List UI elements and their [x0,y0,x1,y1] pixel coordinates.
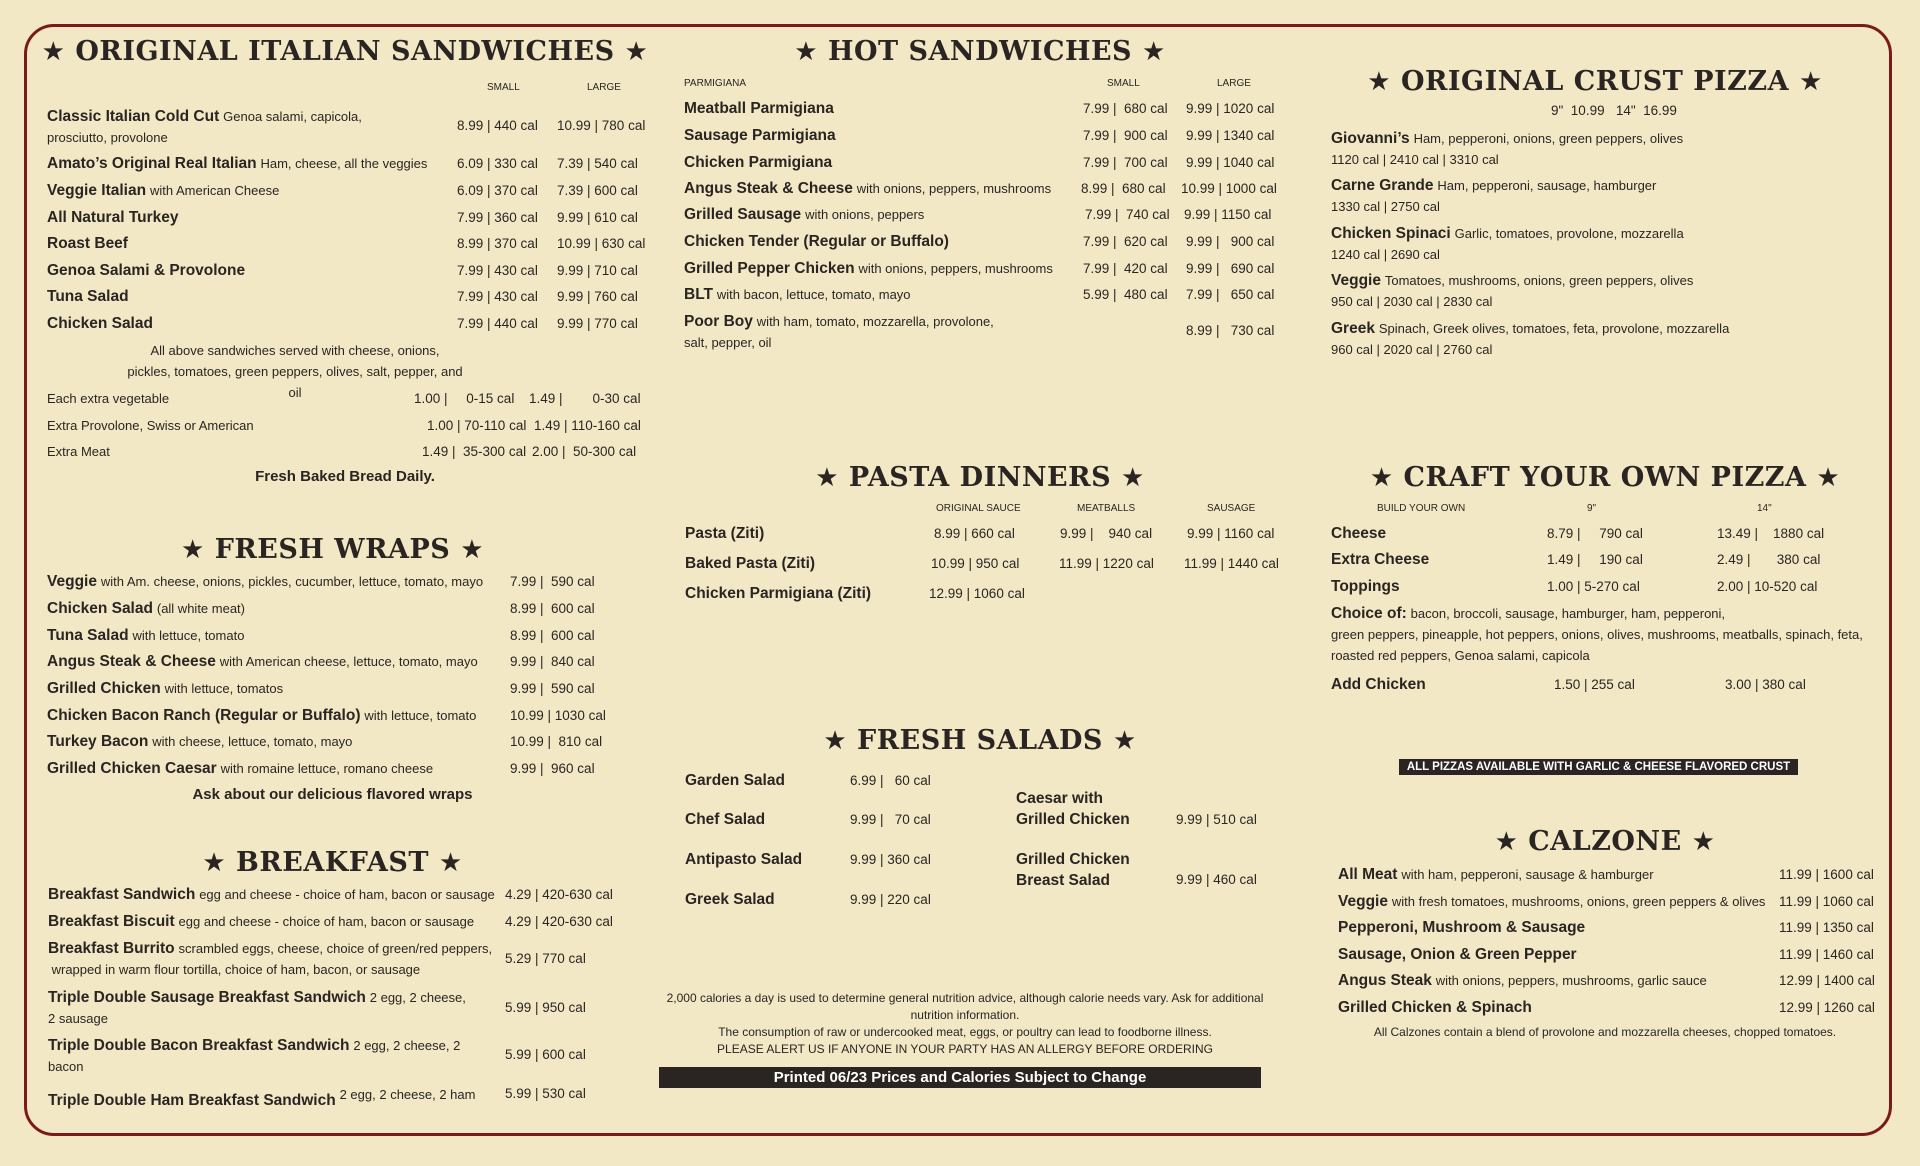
price-small: 7.99 | 360 cal [457,210,538,225]
price: 9.99 | 70 cal [850,812,931,827]
menu-item: Chicken Parmigiana [684,154,833,171]
price-small: 7.99 | 620 cal [1083,234,1168,249]
price-large: 7.99 | 650 cal [1186,287,1275,302]
price-14: 2.00 | 10-520 cal [1717,579,1818,594]
price-large: 8.99 | 730 cal [1186,323,1275,338]
menu-item: Roast Beef [47,235,128,252]
menu-item: Grilled Chicken with lettuce, tomatos [47,680,284,697]
price-14: 13.49 | 1880 cal [1717,526,1825,541]
price-large: 9.99 | 1340 cal [1186,128,1275,143]
garlic-crust-bar: ALL PIZZAS AVAILABLE WITH GARLIC & CHEESE FLAVORED CRUST [1399,759,1798,775]
salad-item: Garden Salad [685,772,785,789]
topping-item: Extra Cheese [1331,551,1430,568]
price-meatballs: 9.99 | 940 cal [1060,526,1153,541]
price-small: 7.99 | 420 cal [1083,261,1168,276]
topping-item: Toppings [1331,578,1400,595]
star-icon: ★ [823,726,848,756]
calzone-section [1320,826,1890,1046]
menu-item: Turkey Bacon with cheese, lettuce, tomato, mayo [47,733,353,750]
price-small: 6.09 | 330 cal [457,156,538,171]
menu-item: Triple Double Ham Breakfast Sandwich 2 egg, 2 cheese, 2 ham [48,1087,476,1109]
price: 9.99 | 510 cal [1176,812,1257,827]
price: 5.99 | 950 cal [505,1000,586,1015]
price-large: 9.99 | 1040 cal [1186,155,1275,170]
col-large: LARGE [587,82,621,93]
price-small: 6.09 | 370 cal [457,183,538,198]
pizza-item: Greek Spinach, Greek olives, tomatoes, feta, provolone, mozzarella 960 cal | 2020 cal | 2760 cal [1331,320,1730,357]
price-small: 7.99 | 700 cal [1083,155,1168,170]
craft-section [1320,462,1890,782]
price-meatballs: 11.99 | 1220 cal [1059,556,1154,571]
price-small: 7.99 | 900 cal [1083,128,1168,143]
col-build-your-own: BUILD YOUR OWN [1377,503,1466,514]
price: 10.99 | 810 cal [510,734,603,749]
col-sausage: SAUSAGE [1207,503,1256,514]
extra-price-small: 1.00 | 0-15 cal [414,391,515,406]
price: 5.99 | 530 cal [505,1086,586,1101]
star-icon: ★ [1120,463,1145,493]
breakfast-section [40,847,650,1117]
menu-item: Meatball Parmigiana [684,100,834,117]
breakfast-title: ★ BREAKFAST ★ [202,847,463,878]
menu-item: Chicken Parmigiana (Ziti) [685,585,872,602]
price-9: 1.49 | 190 cal [1547,552,1643,567]
salad-item: Caesar with Grilled Chicken [1016,790,1130,828]
pasta-title: ★ PASTA DINNERS ★ [815,462,1145,493]
price: 8.99 | 600 cal [510,628,595,643]
calzone-item: Grilled Chicken & Spinach [1338,999,1532,1016]
price-original: 10.99 | 950 cal [931,556,1020,571]
col-large: LARGE [1217,78,1251,89]
price-large: 9.99 | 690 cal [1186,261,1275,276]
extra-price-small: 1.00 | 70-110 cal [427,418,527,433]
calzone-item: All Meat with ham, pepperoni, sausage & hamburger [1338,866,1654,883]
price: 9.99 | 220 cal [850,892,931,907]
price-small: 8.99 | 680 cal [1081,181,1166,196]
price-small: 7.99 | 430 cal [457,289,538,304]
crust-title: ★ ORIGINAL CRUST PIZZA ★ [1367,66,1823,97]
menu-item: Breakfast Biscuit egg and cheese - choice of ham, bacon or sausage [48,913,475,930]
price-small: 7.99 | 430 cal [457,263,538,278]
price: 8.99 | 600 cal [510,601,595,616]
menu-item: Classic Italian Cold Cut Genoa salami, capicola, prosciutto, provolone [47,108,362,145]
price-small: 5.99 | 480 cal [1083,287,1168,302]
menu-item: Chicken Tender (Regular or Buffalo) [684,233,949,250]
salad-item: Grilled Chicken Breast Salad [1016,851,1130,889]
price-small: 7.99 | 680 cal [1083,101,1168,116]
star-icon: ★ [438,848,463,878]
price-large: 9.99 | 900 cal [1186,234,1275,249]
menu-item: Baked Pasta (Ziti) [685,555,816,572]
menu-item: Amato’s Original Real Italian Ham, cheese, all the veggies [47,155,428,172]
menu-item: Tuna Salad with lettuce, tomato [47,627,245,644]
menu-item: Grilled Pepper Chicken with onions, peppers, mushrooms [684,260,1053,277]
price: 7.99 | 590 cal [510,574,595,589]
price-large: 9.99 | 610 cal [557,210,638,225]
price-14: 3.00 | 380 cal [1725,677,1806,692]
calzone-item: Veggie with fresh tomatoes, mushrooms, onions, green peppers & olives [1338,893,1766,910]
price: 12.99 | 1400 cal [1779,973,1875,988]
hot-title: ★ HOT SANDWICHES ★ [794,36,1166,67]
menu-item: Chicken Bacon Ranch (Regular or Buffalo) with lettuce, tomato [47,707,477,724]
pizza-item: Giovanni’s Ham, pepperoni, onions, green peppers, olives 1120 cal | 2410 cal | 3310 cal [1331,130,1684,167]
menu-item: Pasta (Ziti) [685,525,765,542]
menu-item: Triple Double Sausage Breakfast Sandwich 2 egg, 2 cheese, 2 sausage [48,989,466,1026]
col-small: SMALL [1107,78,1140,89]
col-small: SMALL [487,82,520,93]
calzone-item: Sausage, Onion & Green Pepper [1338,946,1577,963]
wraps-section [40,534,650,814]
pasta-section [680,462,1280,612]
price: 11.99 | 1600 cal [1779,867,1874,882]
price: 9.99 | 590 cal [510,681,595,696]
bread-note: Fresh Baked Bread Daily. [255,468,435,485]
col-9-inch: 9" [1587,503,1597,514]
star-icon: ★ [794,37,819,67]
price-large: 9.99 | 710 cal [557,263,638,278]
topping-choices: Choice of: bacon, broccoli, sausage, hamburger, ham, pepperoni, green peppers, pineapple, hot peppers, onions, olives, mushrooms, meatballs, spinach, feta, roasted red peppers, Genoa salami, capicola [1331,605,1863,663]
menu-item: Angus Steak & Cheese with onions, peppers, mushrooms [684,180,1052,197]
price: 4.29 | 420-630 cal [505,914,613,929]
price-9: 8.79 | 790 cal [1547,526,1643,541]
star-icon: ★ [1816,463,1841,493]
price: 5.29 | 770 cal [505,951,586,966]
italian-title: ★ ORIGINAL ITALIAN SANDWICHES ★ [41,36,649,67]
menu-item: Poor Boy with ham, tomato, mozzarella, provolone, salt, pepper, oil [684,313,994,350]
price-14: 2.49 | 380 cal [1717,552,1821,567]
star-icon: ★ [1691,827,1716,857]
calzone-item: Pepperoni, Mushroom & Sausage [1338,919,1586,936]
col-original-sauce: ORIGINAL SAUCE [936,503,1021,514]
star-icon: ★ [180,535,205,565]
wraps-note: Ask about our delicious flavored wraps [192,786,473,803]
col-parmigiana: PARMIGIANA [684,78,747,89]
extra-item: Extra Provolone, Swiss or American [47,418,254,433]
col-meatballs: MEATBALLS [1077,503,1136,514]
price: 11.99 | 1350 cal [1779,920,1874,935]
price-large: 7.39 | 600 cal [557,183,638,198]
star-icon: ★ [460,535,485,565]
crust-sizes: 9" 10.99 14" 16.99 [1551,103,1677,118]
pizza-item: Chicken Spinaci Garlic, tomatoes, provolone, mozzarella 1240 cal | 2690 cal [1331,225,1684,262]
price-large: 10.99 | 780 cal [557,118,646,133]
salad-item: Chef Salad [685,811,766,828]
pizza-item: Veggie Tomatoes, mushrooms, onions, green peppers, olives 950 cal | 2030 cal | 2830 cal [1331,272,1694,309]
menu-item: Angus Steak & Cheese with American cheese, lettuce, tomato, mayo [47,653,478,670]
extra-price-large: 1.49 | 0-30 cal [529,391,641,406]
extra-item: Extra Meat [47,444,110,459]
menu-item: Veggie Italian with American Cheese [47,182,280,199]
menu-item: Chicken Salad (all white meat) [47,600,245,617]
served-note: All above sandwiches served with cheese, onions, pickles, tomatoes, green peppers, olives, salt, pepper, and oil [127,343,463,400]
crust-section [1320,66,1890,366]
pizza-item: Carne Grande Ham, pepperoni, sausage, hamburger 1330 cal | 2750 cal [1331,177,1657,214]
price-small: 8.99 | 440 cal [457,118,538,133]
price: 5.99 | 600 cal [505,1047,586,1062]
hot-section [680,36,1280,366]
extra-price-large: 1.49 | 110-160 cal [534,418,641,433]
price-large: 9.99 | 770 cal [557,316,638,331]
star-icon: ★ [815,463,839,493]
extra-item: Each extra vegetable [47,391,170,406]
extra-price-small: 1.49 | 35-300 cal [422,444,527,459]
price: 10.99 | 1030 cal [510,708,606,723]
star-icon: ★ [1112,726,1137,756]
star-icon: ★ [202,848,227,878]
price: 11.99 | 1460 cal [1779,947,1874,962]
craft-title: ★ CRAFT YOUR OWN PIZZA ★ [1369,462,1841,493]
price: 9.99 | 460 cal [1176,872,1257,887]
salad-item: Antipasto Salad [685,851,803,868]
price: 4.29 | 420-630 cal [505,887,613,902]
price: 11.99 | 1060 cal [1779,894,1874,909]
wraps-title: ★ FRESH WRAPS ★ [180,534,485,565]
menu-item: Breakfast Sandwich egg and cheese - choice of ham, bacon or sausage [48,886,495,903]
price-large: 9.99 | 1020 cal [1186,101,1275,116]
price-large: 9.99 | 760 cal [557,289,638,304]
calzone-note: All Calzones contain a blend of provolone and mozzarella cheeses, chopped tomatoes. [1373,1025,1837,1039]
nutrition-note: 2,000 calories a day is used to determine general nutrition advice, although calorie needs vary. Ask for additional nutrition information. The consumption of raw or undercooked meat, eggs, or poultry can lead to foodborne illness. PLEASE ALERT US IF ANYONE IN YOUR PARTY HAS AN ALLERGY BEFORE ORDERING [666,991,1264,1056]
menu-item: Grilled Chicken Caesar with romaine lettuce, romano cheese [47,760,434,777]
calzone-title: ★ CALZONE ★ [1494,826,1716,857]
price: 6.99 | 60 cal [850,773,931,788]
salad-item: Greek Salad [685,891,775,908]
menu-item: Veggie with Am. cheese, onions, pickles, cucumber, lettuce, tomato, mayo [47,573,484,590]
extra-price-large: 2.00 | 50-300 cal [532,444,637,459]
topping-item: Cheese [1331,525,1387,542]
menu-item: Triple Double Bacon Breakfast Sandwich 2 egg, 2 cheese, 2 bacon [48,1037,461,1074]
star-icon: ★ [1494,827,1519,857]
price-large: 10.99 | 1000 cal [1181,181,1277,196]
price-original: 8.99 | 660 cal [934,526,1015,541]
menu-item: All Natural Turkey [47,209,179,226]
menu-item: Grilled Sausage with onions, peppers [684,206,925,223]
salads-section [680,725,1280,925]
menu-item: Chicken Salad [47,315,153,332]
price: 12.99 | 1260 cal [1779,1000,1875,1015]
price-large: 10.99 | 630 cal [557,236,646,251]
price-large: 9.99 | 1150 cal [1184,207,1272,222]
calzone-item: Angus Steak with onions, peppers, mushrooms, garlic sauce [1338,972,1707,989]
star-icon: ★ [1141,37,1166,67]
star-icon: ★ [624,37,649,67]
price-small: 7.99 | 740 cal [1085,207,1170,222]
price-large: 7.39 | 540 cal [557,156,638,171]
price-9: 1.00 | 5-270 cal [1547,579,1640,594]
star-icon: ★ [1367,67,1392,97]
menu-item: Genoa Salami & Provolone [47,262,246,279]
menu-item: Breakfast Burrito scrambled eggs, cheese, choice of green/red peppers, wrapped in warm flour tortilla, choice of ham, bacon, or sausage [48,940,493,977]
star-icon: ★ [1798,67,1823,97]
price-sausage: 11.99 | 1440 cal [1184,556,1279,571]
price: 9.99 | 960 cal [510,761,595,776]
price: 9.99 | 840 cal [510,654,595,669]
price: 9.99 | 360 cal [850,852,931,867]
price-small: 7.99 | 440 cal [457,316,538,331]
price-original: 12.99 | 1060 cal [929,586,1025,601]
salads-title: ★ FRESH SALADS ★ [823,725,1137,756]
star-icon: ★ [1369,463,1394,493]
col-14-inch: 14" [1757,503,1772,514]
italian-section [40,36,650,486]
price-small: 8.99 | 370 cal [457,236,538,251]
menu-item: BLT with bacon, lettuce, tomato, mayo [684,286,911,303]
menu-item: Tuna Salad [47,288,129,305]
price-9: 1.50 | 255 cal [1554,677,1635,692]
price-sausage: 9.99 | 1160 cal [1187,526,1275,541]
star-icon: ★ [41,37,66,67]
add-chicken-item: Add Chicken [1331,676,1426,693]
menu-item: Sausage Parmigiana [684,127,836,144]
printed-bar: Printed 06/23 Prices and Calories Subject to Change [659,1067,1261,1088]
